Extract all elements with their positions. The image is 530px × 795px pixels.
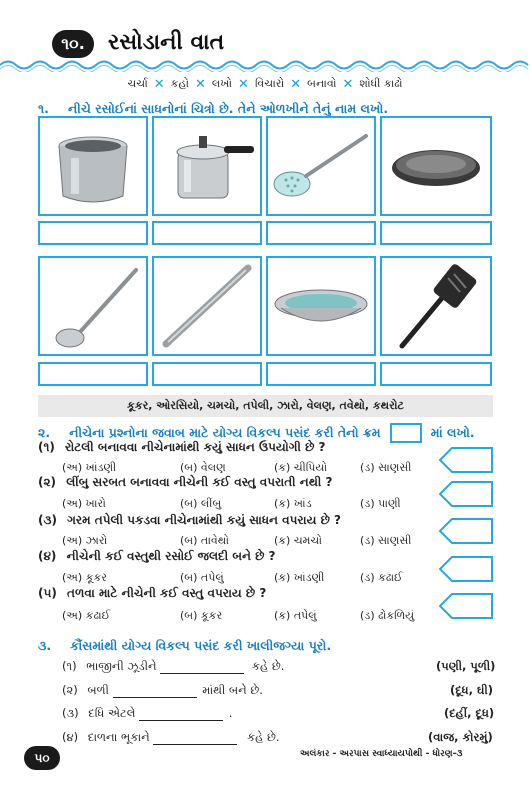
footer-book-title: અલંકાર - અરપાસ સ્વાધ્યાયપોથી - ધોરણ-૩: [300, 749, 463, 759]
q3-prompt: કૌંસમાંથી યોગ્ય વિકલ્પ પસંદ કરી ખાલીજગ્યા પૂરો.: [70, 638, 332, 653]
fill-item: [62, 706, 232, 721]
mcq-item: [38, 549, 498, 564]
griddle-icon: [382, 118, 490, 214]
mcq-option[interactable]: (અ) ખાંડણી: [62, 461, 117, 474]
cross-icon: ✕: [290, 76, 302, 92]
answer-arrow-box[interactable]: [438, 555, 494, 583]
picture-griddle: [380, 116, 492, 216]
answer-box[interactable]: [266, 362, 376, 386]
fill-item: [62, 659, 284, 674]
picture-pressure-cooker: [152, 116, 262, 216]
q2-prompt: નીચેના પ્રશ્નોના જવાબ માટે યોગ્ય વિકલ્પ પસંદ કરી તેનો ક્રમ: [69, 425, 381, 440]
fill-before: દધિ એટલે: [88, 706, 136, 720]
answer-box[interactable]: [380, 362, 492, 386]
mcq-option[interactable]: (અ) ઝારો: [62, 534, 108, 547]
answer-box[interactable]: [152, 221, 262, 245]
q1-heading: [38, 98, 388, 117]
mcq-number: (૪): [38, 549, 57, 563]
fill-blank[interactable]: [113, 697, 197, 698]
q2-number: ૨.: [38, 425, 51, 440]
skill-label: શોધી કાઢો: [359, 77, 403, 90]
chapter-title: રસોડાની વાત: [108, 30, 225, 55]
mcq-option[interactable]: (ડ) પાણી: [360, 497, 401, 510]
skill-label: લખો: [211, 77, 233, 90]
rolling-pin-icon: [154, 258, 260, 354]
skill-label: ચર્ચા: [127, 77, 148, 90]
mcq-option[interactable]: (ડ) સાણસી: [360, 534, 412, 547]
fill-number: (૩): [62, 706, 79, 720]
pressure-cooker-icon: [154, 118, 260, 214]
mcq-option[interactable]: (ક) ખાંડણી: [274, 571, 325, 584]
fill-number: (૧): [62, 659, 77, 673]
fill-after: કહે છે.: [251, 659, 285, 673]
mcq-option[interactable]: (બ) તાવેથો: [180, 534, 229, 547]
mcq-option[interactable]: (ક) ચમચો: [274, 534, 322, 547]
fill-after: માંથી બને છે.: [202, 683, 263, 697]
fill-after: .: [228, 706, 233, 720]
skill-label: કહો: [170, 77, 190, 90]
cross-icon: ✕: [195, 76, 206, 92]
answer-box[interactable]: [380, 221, 492, 245]
q1-prompt: નીચે રસોઈનાં સાધનોનાં ચિત્રો છે. તેને ઓળખીને તેનું નામ લખો.: [67, 101, 389, 116]
picture-steel-pot: [38, 116, 148, 216]
answer-box[interactable]: [266, 221, 376, 245]
picture-rolling-pin: [152, 256, 262, 356]
answer-box[interactable]: [38, 362, 148, 386]
answer-arrow-box[interactable]: [438, 480, 494, 508]
fill-choices: (પણી, પૂળી): [436, 659, 496, 673]
fill-blank[interactable]: [160, 673, 244, 674]
mcq-question: ગરમ તપેલી પકડવા નીચેનામાંથી કયું સાધન વપરાય છે ?: [67, 513, 342, 527]
mcq-option[interactable]: (બ) કૂકર: [180, 609, 223, 622]
mcq-question: તળવા માટે નીચેની કઈ વસ્તુ વપરાય છે ?: [67, 586, 267, 600]
mcq-option[interactable]: (બ) વેલણ: [180, 461, 226, 474]
answer-arrow-box[interactable]: [438, 517, 494, 545]
answer-arrow-box[interactable]: [438, 446, 494, 474]
mcq-option[interactable]: (ડ) ઢોકળિયું: [360, 609, 415, 622]
answer-box[interactable]: [38, 221, 148, 245]
cross-icon: ✕: [342, 76, 354, 92]
skill-label: વિચારો: [254, 77, 285, 90]
fill-item: [62, 683, 263, 698]
mcq-question: લીંબુ સરબત બનાવવા નીચેની કઈ વસ્તુ વપરાતી નથી ?: [66, 475, 333, 489]
fill-item: [62, 730, 280, 745]
fill-before: ભાજીની ઝૂડીને: [86, 659, 157, 673]
ladle-icon: [40, 258, 146, 354]
fill-before: બળી: [87, 683, 109, 697]
mcq-number: (૩): [38, 513, 57, 527]
word-bank: કૂકર, ઓરસિયો, ચમચો, તપેલી, ઝારો, વેલણ, તવેથો, કથરોટ: [38, 395, 493, 417]
cross-icon: ✕: [238, 76, 249, 92]
fill-blank[interactable]: [139, 720, 223, 721]
mcq-number: (૧): [38, 440, 55, 454]
steel-bowl-icon: [268, 258, 374, 354]
skill-label: બનાવો: [307, 77, 337, 90]
answer-box[interactable]: [152, 362, 262, 386]
mcq-option[interactable]: (અ) કઢાઈ: [62, 609, 111, 622]
picture-ladle: [38, 256, 148, 356]
fill-number: (૪): [62, 730, 79, 744]
fill-after: કહે છે.: [247, 730, 280, 744]
fill-blank[interactable]: [153, 744, 237, 745]
fill-number: (૨): [62, 683, 78, 697]
q1-number: ૧.: [38, 101, 49, 116]
answer-arrow-box[interactable]: [438, 592, 494, 620]
q2-prompt-end: માં લખો.: [430, 425, 475, 440]
page-number-badge: ૫૦: [24, 746, 60, 770]
mcq-question: નીચેની કઈ વસ્તુથી રસોઈ જલદી બને છે ?: [66, 549, 276, 563]
q3-number: ૩.: [38, 638, 52, 653]
mcq-option[interactable]: (બ) તપેલું: [180, 571, 224, 584]
mcq-question: રોટલી બનાવવા નીચેનામાંથી કયું સાધન ઉપયોગી છે ?: [65, 440, 326, 454]
mcq-item: [38, 586, 498, 601]
mcq-option[interactable]: (બ) લીંબુ: [180, 497, 222, 510]
mcq-item: [38, 440, 498, 455]
mcq-option[interactable]: (ડ) કઢાઈ: [360, 571, 403, 584]
fill-choices: (દહીં, દૂધ): [444, 706, 495, 720]
mcq-item: [38, 513, 498, 528]
mcq-item: [38, 475, 498, 490]
fill-choices: (દૂધ, ઘી): [450, 683, 494, 697]
fill-before: દાળના ભૂકાને: [87, 730, 150, 744]
perforated-ladle-icon: [268, 118, 374, 214]
fill-choices: (વાજ, કોરમું): [428, 730, 493, 744]
steel-pot-icon: [40, 118, 146, 214]
mcq-option[interactable]: (ડ) સાણસી: [360, 461, 412, 474]
mcq-option[interactable]: (ક) તપેલું: [274, 609, 317, 622]
wave-divider: [0, 58, 530, 72]
mcq-option[interactable]: (અ) કૂકર: [62, 571, 107, 584]
mcq-option[interactable]: (ક) ખાંડ: [274, 497, 312, 510]
q3-heading: [38, 635, 331, 654]
mcq-option[interactable]: (ક) ચીપિયો: [274, 461, 328, 474]
spatula-icon: [382, 258, 490, 354]
picture-perforated-ladle: [266, 116, 376, 216]
picture-steel-bowl: [266, 256, 376, 356]
mcq-option[interactable]: (અ) ખારો: [62, 497, 106, 510]
cross-icon: ✕: [153, 76, 165, 92]
chapter-number-badge: ૧૦.: [52, 30, 94, 58]
skills-bar: [0, 72, 530, 96]
picture-spatula: [380, 256, 492, 356]
mcq-number: (૫): [38, 586, 57, 600]
mcq-number: (૨): [38, 475, 57, 489]
